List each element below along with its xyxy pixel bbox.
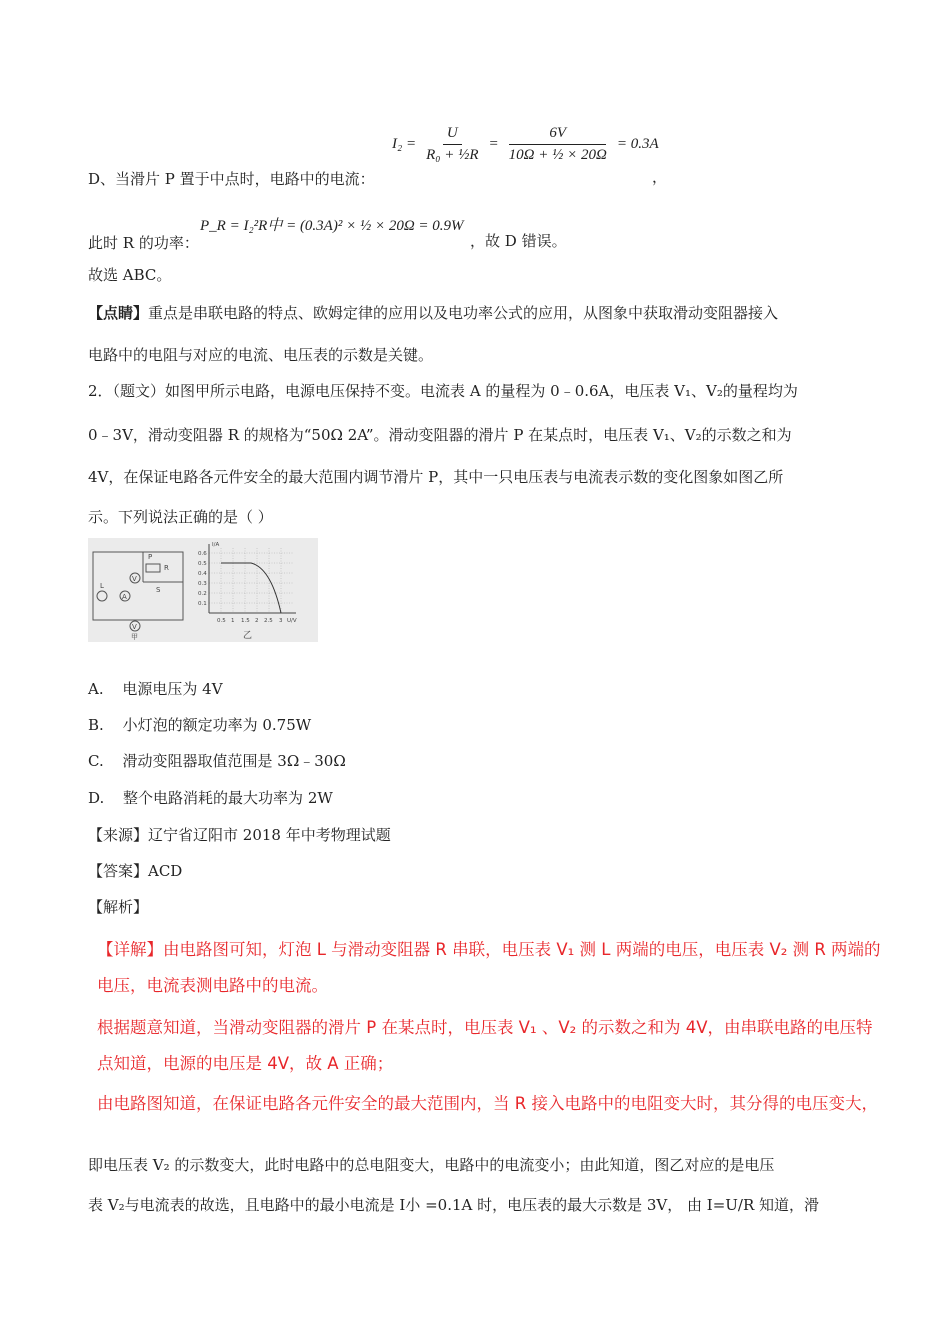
option-c-text: 滑动变阻器取值范围是 3Ω﹣30Ω <box>122 752 346 770</box>
option-b-letter: B. <box>88 716 104 734</box>
x-tick-3: 2 <box>255 618 259 624</box>
question-line-3: 4V，在保证电路各元件安全的最大范围内调节滑片 P，其中一只电压表与电流表示数的变化图象如图乙所 <box>88 468 784 486</box>
question-line-2: 0﹣3V，滑动变阻器 R 的规格为“50Ω 2A”。滑动变阻器的滑片 P 在某点时，电压表 V₁、V₂的示数之和为 <box>88 426 792 444</box>
y-tick-1: 0.5 <box>198 561 207 567</box>
circuit-diagram <box>93 552 183 631</box>
option-b-text: 小灯泡的额定功率为 0.75W <box>122 716 312 734</box>
answer-line: 【答案】ACD <box>88 862 183 880</box>
figure-svg <box>88 538 318 642</box>
graph-x-label: U/V <box>287 618 297 624</box>
question-line-4: 示。下列说法正确的是（ ） <box>88 508 273 526</box>
text-choose-abc: 故选 ABC。 <box>88 266 172 284</box>
tip-text-1: 重点是串联电路的特点、欧姆定律的应用以及电功率公式的应用，从图象中获取滑动变阻器接入 <box>148 304 779 322</box>
option-a <box>88 680 223 698</box>
option-d <box>88 789 333 807</box>
option-d-text: 整个电路消耗的最大功率为 2W <box>123 789 333 807</box>
tip-line-1 <box>88 304 778 322</box>
tail-line-2: 表 V₂与电流表的故选，且电路中的最小电流是 I小 =0.1A 时，电压表的最大示数是 3V， 由 I=U/R 知道，滑 <box>88 1196 820 1214</box>
formula-rhs: = 0.3A <box>616 135 659 152</box>
x-tick-5: 3 <box>279 618 283 624</box>
option-a-letter: A. <box>88 680 104 698</box>
tail-line-1: 即电压表 V₂ 的示数变大，此时电路中的总电阻变大，电路中的电流变小；由此知道，图乙对应的是电压 <box>88 1156 775 1174</box>
graph-grid <box>209 548 293 613</box>
y-tick-4: 0.2 <box>198 591 207 597</box>
text-line-d: D、当滑片 P 置于中点时，电路中的电流： <box>88 170 375 188</box>
y-tick-0: 0.6 <box>198 551 207 557</box>
formula-den-1: R₀ + ½R <box>426 146 479 163</box>
analysis-label: 【解析】 <box>88 898 149 916</box>
formula-den-2: 10Ω + ½ × 20Ω <box>508 146 607 163</box>
tip-line-2: 电路中的电阻与对应的电流、电压表的示数是关键。 <box>88 346 434 364</box>
formula-num-2: 6V <box>509 125 606 145</box>
detail-line-5: 由电路图知道，在保证电路各元件安全的最大范围内，当 R 接入电路中的电阻变大时，其分得的电压变大， <box>97 1094 878 1113</box>
y-tick-2: 0.4 <box>198 571 207 577</box>
formula-num-1: U <box>443 125 462 145</box>
option-b <box>88 716 311 734</box>
circuit-label-s: S <box>156 586 161 594</box>
question-line-1: 2．（题文）如图甲所示电路，电源电压保持不变。电流表 A 的量程为 0﹣0.6A，电压表 V₁、V₂的量程均为 <box>88 382 798 400</box>
graph-curve <box>221 563 281 613</box>
formula-power: P_R = I₂²R中 = (0.3A)² × ½ × 20Ω = 0.9W <box>200 218 464 234</box>
formula-fraction-2 <box>505 125 611 164</box>
detail-line-4: 点知道，电源的电压是 4V，故 A 正确； <box>97 1054 394 1073</box>
formula-eq-1: = <box>488 135 499 152</box>
figure-label-jia: 甲 <box>131 633 138 641</box>
circuit-label-l: L <box>100 582 104 590</box>
option-d-letter: D. <box>88 789 105 807</box>
circuit-label-v1: V <box>132 575 137 583</box>
source-line: 【来源】辽宁省辽阳市 2018 年中考物理试题 <box>88 826 391 844</box>
detail-line-1: 【详解】由电路图可知，灯泡 L 与滑动变阻器 R 串联，电压表 V₁ 测 L 两端的电压，电压表 V₂ 测 R 两端的 <box>97 940 881 959</box>
figure-label-yi: 乙 <box>243 631 253 641</box>
text-power-prefix: 此时 R 的功率： <box>88 234 199 252</box>
detail-line-3: 根据题意知道，当滑动变阻器的滑片 P 在某点时，电压表 V₁ 、V₂ 的示数之和为 4V，由串联电路的电压特 <box>97 1018 873 1037</box>
formula-current-i2 <box>392 116 659 172</box>
x-tick-2: 1.5 <box>241 618 250 624</box>
formula-fraction-1 <box>422 125 482 164</box>
circuit-label-r: R <box>164 564 169 572</box>
graph-y-label: I/A <box>212 542 220 548</box>
y-tick-3: 0.3 <box>198 581 207 587</box>
option-c <box>88 752 346 770</box>
x-tick-0: 0.5 <box>217 618 226 624</box>
formula-lhs: I₂ = <box>392 135 417 152</box>
circuit-label-v2: V <box>132 623 137 631</box>
option-c-letter: C. <box>88 752 104 770</box>
circuit-label-a: A <box>122 593 127 601</box>
text-power-suffix: ，故 D 错误。 <box>470 232 567 250</box>
detail-line-2: 电压，电流表测电路中的电流。 <box>97 976 328 995</box>
text-line-d-comma: ， <box>652 168 668 186</box>
y-tick-5: 0.1 <box>198 601 207 607</box>
x-tick-1: 1 <box>231 618 235 624</box>
tip-label: 【点睛】 <box>88 304 149 322</box>
question-figure <box>88 538 318 642</box>
x-tick-4: 2.5 <box>264 618 273 624</box>
circuit-label-p: P <box>148 553 153 561</box>
option-a-text: 电源电压为 4V <box>122 680 223 698</box>
